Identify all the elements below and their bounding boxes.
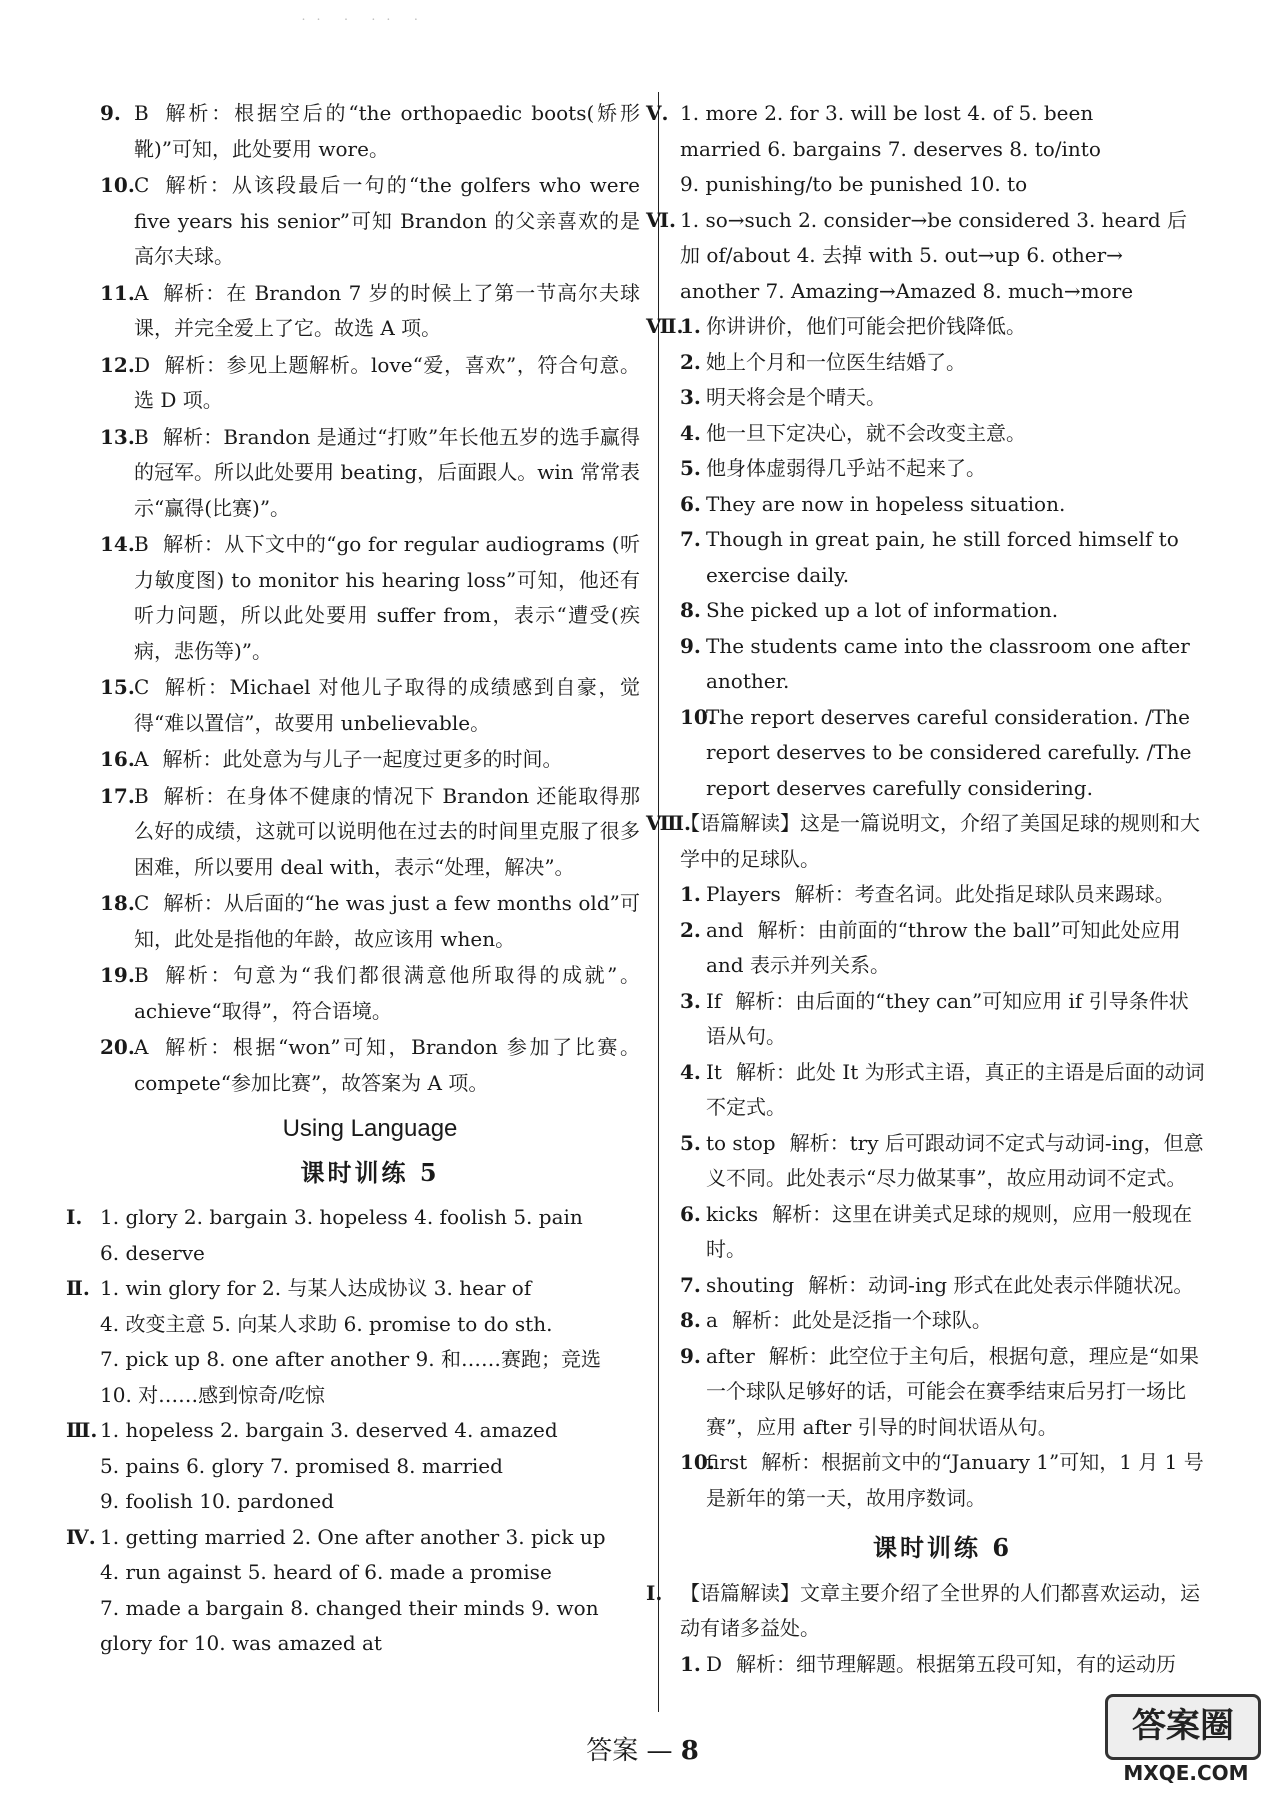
item-text: Though in great pain, he still forced himself to exercise daily. xyxy=(706,527,1179,587)
item-number: 17. xyxy=(100,783,135,808)
answer-line: 1. more 2. for 3. will be lost 4. of 5. been xyxy=(680,101,1094,125)
exercise-section xyxy=(646,203,1205,310)
item-answer: shouting xyxy=(706,1272,795,1297)
item-number: 6. xyxy=(680,1201,701,1226)
item-number: 8. xyxy=(680,1308,701,1332)
item-number: 10. xyxy=(100,173,135,197)
answer-line: 4. run against 5. heard of 6. made a promise xyxy=(100,1560,552,1584)
item-answer: C xyxy=(134,891,150,915)
item-number: 16. xyxy=(100,747,135,771)
answer-item xyxy=(680,1445,1205,1516)
item-number: 9. xyxy=(100,101,121,125)
section-roman-numeral: Ⅱ. xyxy=(66,1276,90,1300)
answer-line: 10. 对……感到惊奇/吃惊 xyxy=(100,1382,325,1407)
answer-line: 7. pick up 8. one after another 9. 和……赛跑；竞选 xyxy=(100,1347,601,1371)
answer-line: married 6. bargains 7. deserves 8. to/into xyxy=(680,136,1101,161)
item-explanation: 解析：此处 It 为形式主语，真正的主语是后面的动词不定式。 xyxy=(706,1059,1205,1119)
passage-intro: 【语篇解读】这是一篇说明文，介绍了美国足球的规则和大学中的足球队。 xyxy=(680,811,1200,871)
item-answer: and xyxy=(706,917,744,942)
item-explanation: 解析：从后面的“he was just a few months old”可知，此处是指他的年龄，故应该用 when。 xyxy=(134,891,640,951)
translation-item xyxy=(680,451,1205,487)
answer-item xyxy=(100,168,640,275)
item-answer: first xyxy=(706,1450,748,1474)
answer-item xyxy=(680,1303,1205,1339)
item-number: 1. xyxy=(680,314,701,338)
exercise-section xyxy=(646,96,1205,203)
item-text: The students came into the classroom one after another. xyxy=(706,633,1190,693)
exercise-section xyxy=(646,1576,1205,1683)
item-explanation: 解析：此处是泛指一个球队。 xyxy=(731,1308,992,1332)
item-number: 13. xyxy=(100,424,135,449)
item-explanation: 解析：此处意为与儿子一起度过更多的时间。 xyxy=(162,747,563,771)
translation-item xyxy=(680,309,1205,345)
watermark-logo-text: 答案圈 xyxy=(1105,1694,1261,1760)
item-number: 12. xyxy=(100,352,135,377)
answer-item xyxy=(100,670,640,741)
item-explanation: 解析：由前面的“throw the ball”可知此处应用 and 表示并列关系。 xyxy=(706,917,1181,977)
answer-item xyxy=(100,742,640,778)
answer-line: another 7. Amazing→Amazed 8. much→more xyxy=(680,278,1134,303)
exercise-section xyxy=(646,806,1205,1516)
item-text: 他身体虚弱得几乎站不起来了。 xyxy=(706,456,986,480)
answer-line: 1. so→such 2. consider→be considered 3. heard 后 xyxy=(680,207,1188,232)
section-title: Using Language xyxy=(282,1115,458,1142)
answer-item xyxy=(100,527,640,669)
item-explanation: 解析：句意为“我们都很满意他所取得的成就”。achieve“取得”，符合语境。 xyxy=(134,963,640,1023)
answer-item xyxy=(100,276,640,347)
lesson-6-section-1 xyxy=(646,1576,1205,1683)
answer-item xyxy=(100,96,640,167)
watermark-url: MXQE.COM xyxy=(1123,1761,1249,1785)
item-text: 明天将会是个晴天。 xyxy=(706,385,886,409)
item-text: 他一旦下定决心，就不会改变主意。 xyxy=(706,420,1026,445)
item-number: 4. xyxy=(680,1059,701,1084)
item-number: 11. xyxy=(100,280,135,305)
item-explanation: 解析：从下文中的“go for regular audiograms (听力敏度图) to monitor his hearing loss”可知，他还有听力问题，所以此处要用 suffer from，表示“遭受(疾病，悲伤等)”。 xyxy=(134,532,640,663)
answer-item xyxy=(680,1126,1205,1197)
section-roman-numeral: Ⅰ. xyxy=(646,1580,663,1605)
exercise-section xyxy=(66,1200,640,1271)
item-number: 5. xyxy=(680,456,701,480)
answer-item xyxy=(680,1647,1205,1683)
answer-item xyxy=(100,779,640,886)
answer-line: 5. pains 6. glory 7. promised 8. married xyxy=(100,1453,503,1478)
item-explanation: 解析：这里在讲美式足球的规则，应用一般现在时。 xyxy=(706,1201,1193,1261)
answer-item xyxy=(100,420,640,527)
item-explanation: 解析：考查名词。此处指足球队员来踢球。 xyxy=(794,882,1175,906)
item-number: 10. xyxy=(680,1450,715,1474)
answer-line: 4. 改变主意 5. 向某人求助 6. promise to do sth. xyxy=(100,1311,553,1336)
item-answer: B xyxy=(134,532,149,556)
exercise-sections xyxy=(646,96,1205,1516)
item-explanation: 解析：根据空后的“the orthopaedic boots(矫形靴)”可知，此处要用 wore。 xyxy=(134,101,640,161)
item-number: 6. xyxy=(680,491,701,516)
item-text: She picked up a lot of information. xyxy=(706,598,1059,622)
item-number: 4. xyxy=(680,420,701,445)
item-text: 她上个月和一位医生结婚了。 xyxy=(706,349,966,374)
answer-item xyxy=(680,1339,1205,1446)
answer-item xyxy=(100,348,640,419)
item-answer: kicks xyxy=(706,1201,759,1226)
section-roman-numeral: Ⅲ. xyxy=(66,1418,98,1442)
item-answer: A xyxy=(134,1035,149,1059)
answer-line: 7. made a bargain 8. changed their minds 9. won xyxy=(100,1595,599,1620)
item-answer: B xyxy=(134,424,149,449)
answer-item xyxy=(100,958,640,1029)
item-answer: If xyxy=(706,988,722,1013)
item-answer: B xyxy=(134,963,149,987)
footer-label: 答案 — xyxy=(586,1736,673,1766)
item-explanation: 解析：try 后可跟动词不定式与动词-ing，但意义不同。此处表示“尽力做某事”，故应用动词不定式。 xyxy=(706,1130,1204,1190)
item-number: 19. xyxy=(100,963,135,987)
translation-item xyxy=(680,593,1205,629)
translation-item xyxy=(680,345,1205,381)
cloze-answers xyxy=(100,96,640,1101)
answer-line: 1. win glory for 2. 与某人达成协议 3. hear of xyxy=(100,1276,532,1300)
answer-line: 1. getting married 2. One after another 3. pick up xyxy=(100,1524,606,1549)
item-explanation: 解析：根据“won”可知，Brandon 参加了比赛。compete“参加比赛”，故答案为 A 项。 xyxy=(134,1035,640,1095)
answer-line: 6. deserve xyxy=(100,1240,205,1265)
item-explanation: 解析：细节理解题。根据第五段可知，有的运动历 xyxy=(736,1651,1177,1676)
section-roman-numeral: Ⅰ. xyxy=(66,1205,83,1229)
item-number: 5. xyxy=(680,1130,701,1155)
answer-item xyxy=(680,1268,1205,1304)
translation-item xyxy=(680,700,1205,807)
item-number: 18. xyxy=(100,891,135,915)
section-roman-numeral: Ⅳ. xyxy=(66,1524,96,1549)
translation-item xyxy=(680,629,1205,700)
exercise-section xyxy=(646,309,1205,806)
answer-line: 1. glory 2. bargain 3. hopeless 4. foolish 5. pain xyxy=(100,1205,583,1229)
item-explanation: 解析：参见上题解析。love“爱，喜欢”，符合句意。选 D 项。 xyxy=(134,352,640,412)
answer-line: 1. hopeless 2. bargain 3. deserved 4. amazed xyxy=(100,1418,558,1442)
item-text: 你讲讲价，他们可能会把价钱降低。 xyxy=(706,314,1026,338)
item-explanation: 解析：在身体不健康的情况下 Brandon 还能取得那么好的成绩，这就可以说明他在过去的时间里克服了很多困难，所以要用 deal with，表示“处理，解决”。 xyxy=(134,783,640,879)
item-number: 15. xyxy=(100,675,135,699)
item-answer: C xyxy=(134,173,150,197)
lesson-5-sections xyxy=(66,1200,640,1662)
section-roman-numeral: Ⅴ. xyxy=(646,101,669,125)
item-answer: D xyxy=(706,1651,723,1676)
passage-intro: 【语篇解读】文章主要介绍了全世界的人们都喜欢运动，运动有诸多益处。 xyxy=(680,1580,1200,1640)
item-answer: C xyxy=(134,675,150,699)
answer-line: 9. punishing/to be punished 10. to xyxy=(680,172,1028,196)
item-explanation: 解析：动词-ing 形式在此处表示伴随状况。 xyxy=(808,1272,1194,1297)
item-number: 9. xyxy=(680,1343,701,1368)
item-explanation: 解析：Brandon 是通过“打败”年长他五岁的选手赢得的冠军。所以此处要用 beating，后面跟人。win 常常表示“赢得(比赛)”。 xyxy=(134,424,640,520)
page-footer xyxy=(0,1734,1285,1770)
section-roman-numeral: Ⅷ. xyxy=(646,811,691,835)
item-text: They are now in hopeless situation. xyxy=(706,491,1066,516)
item-number: 3. xyxy=(680,385,701,409)
item-answer: A xyxy=(134,747,149,771)
item-explanation: 解析：根据前文中的“January 1”可知，1 月 1 号是新年的第一天，故用序数词。 xyxy=(706,1450,1204,1510)
answer-item xyxy=(680,1055,1205,1126)
section-roman-numeral: Ⅵ. xyxy=(646,207,676,232)
top-marks: ˙˙ ˙ ˙˙ ˙ xyxy=(300,17,428,33)
item-answer: B xyxy=(134,783,149,808)
item-text: The report deserves careful consideration. /The report deserves to be considered carefully. /The report deserves carefully considering. xyxy=(706,704,1192,800)
item-answer: after xyxy=(706,1343,755,1368)
left-column xyxy=(66,96,640,1662)
exercise-section xyxy=(66,1271,640,1413)
answer-item xyxy=(680,984,1205,1055)
item-explanation: 解析：此空位于主句后，根据句意，理应是“如果一个球队足够好的话，可能会在赛季结束后另打一场比赛”，应用 after 引导的时间状语从句。 xyxy=(706,1343,1199,1439)
item-number: 1. xyxy=(680,1651,701,1676)
item-explanation: 解析：Michael 对他儿子取得的成绩感到自豪，觉得“难以置信”，故要用 unbelievable。 xyxy=(134,675,640,735)
answer-line: glory for 10. was amazed at xyxy=(100,1631,382,1655)
item-number: 10. xyxy=(680,704,715,729)
item-number: 2. xyxy=(680,917,701,942)
item-answer: to stop xyxy=(706,1130,776,1155)
item-number: 9. xyxy=(680,633,701,658)
item-answer: It xyxy=(706,1059,722,1084)
item-number: 7. xyxy=(680,527,701,551)
item-explanation: 解析：由后面的“they can”可知应用 if 引导条件状语从句。 xyxy=(706,988,1189,1048)
watermark-logo xyxy=(1111,1694,1261,1784)
translation-item xyxy=(680,522,1205,593)
item-number: 2. xyxy=(680,349,701,374)
answer-line: 9. foolish 10. pardoned xyxy=(100,1489,335,1513)
item-explanation: 解析：从该段最后一句的“the golfers who were five years his senior”可知 Brandon 的父亲喜欢的是高尔夫球。 xyxy=(134,173,640,268)
item-number: 8. xyxy=(680,598,701,622)
right-column xyxy=(646,96,1205,1682)
item-number: 14. xyxy=(100,532,135,556)
answer-item xyxy=(680,1197,1205,1268)
item-explanation: 解析：在 Brandon 7 岁的时候上了第一节高尔夫球课，并完全爱上了它。故选 A 项。 xyxy=(134,280,640,340)
item-number: 3. xyxy=(680,988,701,1013)
item-answer: Players xyxy=(706,882,781,906)
item-answer: a xyxy=(706,1308,718,1332)
item-answer: B xyxy=(134,101,149,125)
lesson-title-6: 课时训练 6 xyxy=(872,1533,1013,1562)
answer-item xyxy=(100,886,640,957)
answer-line: 加 of/about 4. 去掉 with 5. out→up 6. other→ xyxy=(680,243,1123,267)
section-roman-numeral: Ⅶ. xyxy=(646,314,684,338)
answer-item xyxy=(680,877,1205,913)
lesson-title-5: 课时训练 5 xyxy=(300,1157,440,1187)
translation-item xyxy=(680,416,1205,452)
item-answer: D xyxy=(134,352,151,377)
item-number: 1. xyxy=(680,882,701,906)
translation-item xyxy=(680,380,1205,416)
answer-item xyxy=(100,1030,640,1101)
item-number: 20. xyxy=(100,1035,135,1059)
exercise-section xyxy=(66,1520,640,1662)
item-number: 7. xyxy=(680,1272,701,1297)
answer-item xyxy=(680,913,1205,984)
exercise-section xyxy=(66,1413,640,1520)
item-answer: A xyxy=(134,280,149,305)
translation-item xyxy=(680,487,1205,523)
page-number: 8 xyxy=(680,1736,699,1766)
